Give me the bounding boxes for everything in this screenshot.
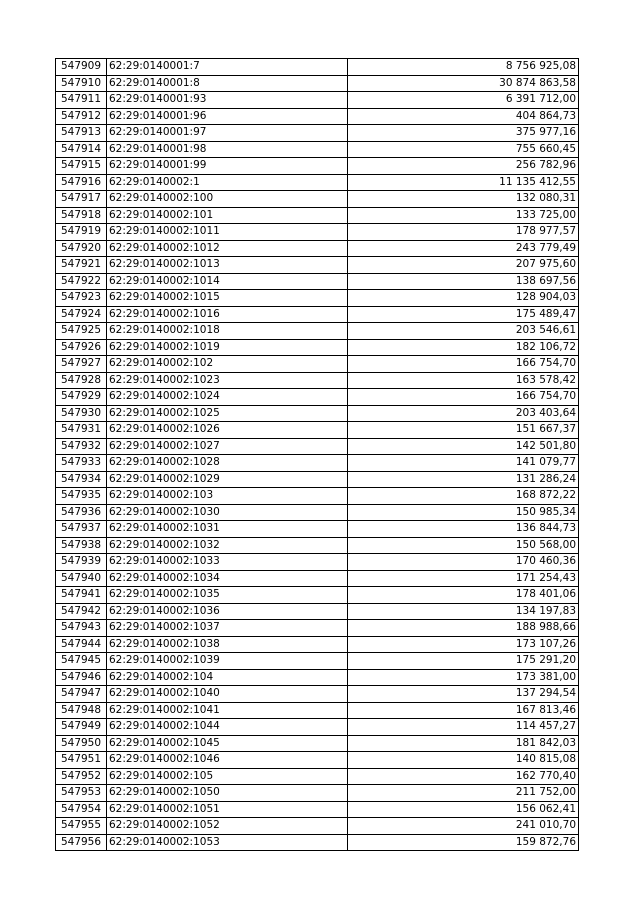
table-row	[56, 488, 579, 505]
table-row	[56, 669, 579, 686]
cadastral-value-cell: 168 872,22	[348, 488, 579, 505]
cadastral-number-cell: 62:29:0140001:93	[107, 92, 348, 109]
cadastral-value-cell: 151 667,37	[348, 422, 579, 439]
row-number-cell: 547946	[56, 669, 107, 686]
cadastral-value-cell: 256 782,96	[348, 158, 579, 175]
row-number-cell: 547953	[56, 785, 107, 802]
table-body	[56, 59, 579, 851]
row-number-cell: 547909	[56, 59, 107, 76]
cadastral-value-cell: 6 391 712,00	[348, 92, 579, 109]
row-number-cell: 547911	[56, 92, 107, 109]
row-number-cell: 547945	[56, 653, 107, 670]
row-number-cell: 547917	[56, 191, 107, 208]
row-number-cell: 547920	[56, 240, 107, 257]
cadastral-number-cell: 62:29:0140002:1039	[107, 653, 348, 670]
table-row	[56, 735, 579, 752]
table-row	[56, 537, 579, 554]
cadastral-value-cell: 243 779,49	[348, 240, 579, 257]
row-number-cell: 547954	[56, 801, 107, 818]
table-row	[56, 636, 579, 653]
table-row	[56, 438, 579, 455]
cadastral-value-cell: 173 381,00	[348, 669, 579, 686]
cadastral-number-cell: 62:29:0140002:1051	[107, 801, 348, 818]
cadastral-value-cell: 138 697,56	[348, 273, 579, 290]
cadastral-value-cell: 178 977,57	[348, 224, 579, 241]
cadastral-number-cell: 62:29:0140001:99	[107, 158, 348, 175]
cadastral-number-cell: 62:29:0140002:1036	[107, 603, 348, 620]
table-row	[56, 141, 579, 158]
cadastral-number-cell: 62:29:0140002:1034	[107, 570, 348, 587]
cadastral-value-cell: 156 062,41	[348, 801, 579, 818]
cadastral-number-cell: 62:29:0140002:101	[107, 207, 348, 224]
table-row	[56, 125, 579, 142]
table-row	[56, 455, 579, 472]
cadastral-number-cell: 62:29:0140002:1040	[107, 686, 348, 703]
cadastral-value-cell: 167 813,46	[348, 702, 579, 719]
table-row	[56, 323, 579, 340]
table-row	[56, 603, 579, 620]
table-row	[56, 785, 579, 802]
cadastral-value-cell: 163 578,42	[348, 372, 579, 389]
cadastral-number-cell: 62:29:0140002:1019	[107, 339, 348, 356]
row-number-cell: 547922	[56, 273, 107, 290]
table-row	[56, 207, 579, 224]
table-row	[56, 587, 579, 604]
cadastral-number-cell: 62:29:0140002:1037	[107, 620, 348, 637]
row-number-cell: 547951	[56, 752, 107, 769]
cadastral-value-cell: 142 501,80	[348, 438, 579, 455]
cadastral-value-cell: 175 489,47	[348, 306, 579, 323]
cadastral-number-cell: 62:29:0140002:100	[107, 191, 348, 208]
table-row	[56, 92, 579, 109]
table-row	[56, 158, 579, 175]
cadastral-value-cell: 128 904,03	[348, 290, 579, 307]
row-number-cell: 547940	[56, 570, 107, 587]
table-row	[56, 653, 579, 670]
cadastral-number-cell: 62:29:0140002:1046	[107, 752, 348, 769]
row-number-cell: 547930	[56, 405, 107, 422]
cadastral-number-cell: 62:29:0140002:105	[107, 768, 348, 785]
table-row	[56, 471, 579, 488]
row-number-cell: 547923	[56, 290, 107, 307]
row-number-cell: 547952	[56, 768, 107, 785]
cadastral-value-cell: 170 460,36	[348, 554, 579, 571]
row-number-cell: 547913	[56, 125, 107, 142]
cadastral-value-cell: 203 403,64	[348, 405, 579, 422]
row-number-cell: 547919	[56, 224, 107, 241]
cadastral-number-cell: 62:29:0140001:7	[107, 59, 348, 76]
table-row	[56, 257, 579, 274]
row-number-cell: 547955	[56, 818, 107, 835]
row-number-cell: 547918	[56, 207, 107, 224]
table-row	[56, 372, 579, 389]
table-row	[56, 752, 579, 769]
cadastral-value-cell: 166 754,70	[348, 356, 579, 373]
row-number-cell: 547943	[56, 620, 107, 637]
table-row	[56, 191, 579, 208]
cadastral-number-cell: 62:29:0140001:96	[107, 108, 348, 125]
row-number-cell: 547938	[56, 537, 107, 554]
row-number-cell: 547956	[56, 834, 107, 851]
row-number-cell: 547927	[56, 356, 107, 373]
row-number-cell: 547933	[56, 455, 107, 472]
row-number-cell: 547926	[56, 339, 107, 356]
cadastral-value-cell: 114 457,27	[348, 719, 579, 736]
cadastral-number-cell: 62:29:0140002:1	[107, 174, 348, 191]
cadastral-value-cell: 211 752,00	[348, 785, 579, 802]
table-row	[56, 356, 579, 373]
table-row	[56, 570, 579, 587]
cadastral-value-cell: 150 985,34	[348, 504, 579, 521]
row-number-cell: 547950	[56, 735, 107, 752]
cadastral-value-cell: 141 079,77	[348, 455, 579, 472]
cadastral-number-cell: 62:29:0140002:1032	[107, 537, 348, 554]
cadastral-value-cell: 136 844,73	[348, 521, 579, 538]
table-row	[56, 389, 579, 406]
table-row	[56, 554, 579, 571]
cadastral-number-cell: 62:29:0140002:1030	[107, 504, 348, 521]
cadastral-number-cell: 62:29:0140002:1035	[107, 587, 348, 604]
cadastral-number-cell: 62:29:0140002:1029	[107, 471, 348, 488]
cadastral-number-cell: 62:29:0140002:103	[107, 488, 348, 505]
cadastral-value-cell: 173 107,26	[348, 636, 579, 653]
cadastral-value-cell: 8 756 925,08	[348, 59, 579, 76]
cadastral-value-cell: 131 286,24	[348, 471, 579, 488]
cadastral-value-cell: 137 294,54	[348, 686, 579, 703]
cadastral-number-cell: 62:29:0140002:1011	[107, 224, 348, 241]
cadastral-number-cell: 62:29:0140002:1014	[107, 273, 348, 290]
table-row	[56, 306, 579, 323]
cadastral-value-table	[55, 58, 579, 851]
cadastral-value-cell: 175 291,20	[348, 653, 579, 670]
table-row	[56, 224, 579, 241]
cadastral-value-cell: 159 872,76	[348, 834, 579, 851]
cadastral-value-cell: 171 254,43	[348, 570, 579, 587]
table-row	[56, 521, 579, 538]
table-row	[56, 273, 579, 290]
table-row	[56, 75, 579, 92]
cadastral-value-cell: 181 842,03	[348, 735, 579, 752]
cadastral-value-cell: 755 660,45	[348, 141, 579, 158]
row-number-cell: 547932	[56, 438, 107, 455]
row-number-cell: 547928	[56, 372, 107, 389]
cadastral-number-cell: 62:29:0140002:1041	[107, 702, 348, 719]
row-number-cell: 547912	[56, 108, 107, 125]
row-number-cell: 547937	[56, 521, 107, 538]
row-number-cell: 547949	[56, 719, 107, 736]
table-row	[56, 719, 579, 736]
cadastral-value-cell: 188 988,66	[348, 620, 579, 637]
cadastral-value-cell: 241 010,70	[348, 818, 579, 835]
cadastral-value-cell: 404 864,73	[348, 108, 579, 125]
table-row	[56, 108, 579, 125]
row-number-cell: 547944	[56, 636, 107, 653]
row-number-cell: 547948	[56, 702, 107, 719]
cadastral-number-cell: 62:29:0140001:97	[107, 125, 348, 142]
table-row	[56, 290, 579, 307]
cadastral-value-cell: 375 977,16	[348, 125, 579, 142]
cadastral-number-cell: 62:29:0140002:1053	[107, 834, 348, 851]
cadastral-number-cell: 62:29:0140002:1044	[107, 719, 348, 736]
row-number-cell: 547915	[56, 158, 107, 175]
table-row	[56, 818, 579, 835]
cadastral-value-cell: 162 770,40	[348, 768, 579, 785]
cadastral-number-cell: 62:29:0140002:1015	[107, 290, 348, 307]
cadastral-value-cell: 134 197,83	[348, 603, 579, 620]
table-row	[56, 174, 579, 191]
table-row	[56, 801, 579, 818]
cadastral-value-cell: 132 080,31	[348, 191, 579, 208]
table-row	[56, 686, 579, 703]
row-number-cell: 547916	[56, 174, 107, 191]
table-row	[56, 405, 579, 422]
cadastral-value-cell: 182 106,72	[348, 339, 579, 356]
table-row	[56, 834, 579, 851]
cadastral-number-cell: 62:29:0140002:1024	[107, 389, 348, 406]
cadastral-number-cell: 62:29:0140002:1027	[107, 438, 348, 455]
table-row	[56, 504, 579, 521]
cadastral-number-cell: 62:29:0140001:98	[107, 141, 348, 158]
cadastral-number-cell: 62:29:0140002:1018	[107, 323, 348, 340]
cadastral-number-cell: 62:29:0140002:1012	[107, 240, 348, 257]
cadastral-number-cell: 62:29:0140002:1038	[107, 636, 348, 653]
row-number-cell: 547910	[56, 75, 107, 92]
cadastral-number-cell: 62:29:0140002:104	[107, 669, 348, 686]
row-number-cell: 547941	[56, 587, 107, 604]
row-number-cell: 547947	[56, 686, 107, 703]
cadastral-number-cell: 62:29:0140002:1050	[107, 785, 348, 802]
cadastral-value-cell: 178 401,06	[348, 587, 579, 604]
row-number-cell: 547924	[56, 306, 107, 323]
cadastral-value-cell: 30 874 863,58	[348, 75, 579, 92]
cadastral-number-cell: 62:29:0140002:1028	[107, 455, 348, 472]
table-row	[56, 620, 579, 637]
table-row	[56, 702, 579, 719]
row-number-cell: 547939	[56, 554, 107, 571]
cadastral-number-cell: 62:29:0140002:1016	[107, 306, 348, 323]
row-number-cell: 547925	[56, 323, 107, 340]
table-row	[56, 339, 579, 356]
cadastral-value-cell: 207 975,60	[348, 257, 579, 274]
cadastral-number-cell: 62:29:0140002:1026	[107, 422, 348, 439]
cadastral-number-cell: 62:29:0140002:1033	[107, 554, 348, 571]
table-row	[56, 59, 579, 76]
cadastral-number-cell: 62:29:0140002:1025	[107, 405, 348, 422]
row-number-cell: 547931	[56, 422, 107, 439]
table-row	[56, 240, 579, 257]
cadastral-number-cell: 62:29:0140002:1013	[107, 257, 348, 274]
cadastral-value-cell: 140 815,08	[348, 752, 579, 769]
table-row	[56, 768, 579, 785]
row-number-cell: 547935	[56, 488, 107, 505]
cadastral-value-cell: 150 568,00	[348, 537, 579, 554]
cadastral-number-cell: 62:29:0140002:1052	[107, 818, 348, 835]
cadastral-value-cell: 11 135 412,55	[348, 174, 579, 191]
row-number-cell: 547914	[56, 141, 107, 158]
table-row	[56, 422, 579, 439]
row-number-cell: 547929	[56, 389, 107, 406]
cadastral-number-cell: 62:29:0140002:1045	[107, 735, 348, 752]
cadastral-value-cell: 203 546,61	[348, 323, 579, 340]
row-number-cell: 547921	[56, 257, 107, 274]
cadastral-number-cell: 62:29:0140002:102	[107, 356, 348, 373]
row-number-cell: 547936	[56, 504, 107, 521]
cadastral-number-cell: 62:29:0140001:8	[107, 75, 348, 92]
row-number-cell: 547934	[56, 471, 107, 488]
cadastral-number-cell: 62:29:0140002:1023	[107, 372, 348, 389]
cadastral-number-cell: 62:29:0140002:1031	[107, 521, 348, 538]
cadastral-value-cell: 166 754,70	[348, 389, 579, 406]
row-number-cell: 547942	[56, 603, 107, 620]
cadastral-value-cell: 133 725,00	[348, 207, 579, 224]
